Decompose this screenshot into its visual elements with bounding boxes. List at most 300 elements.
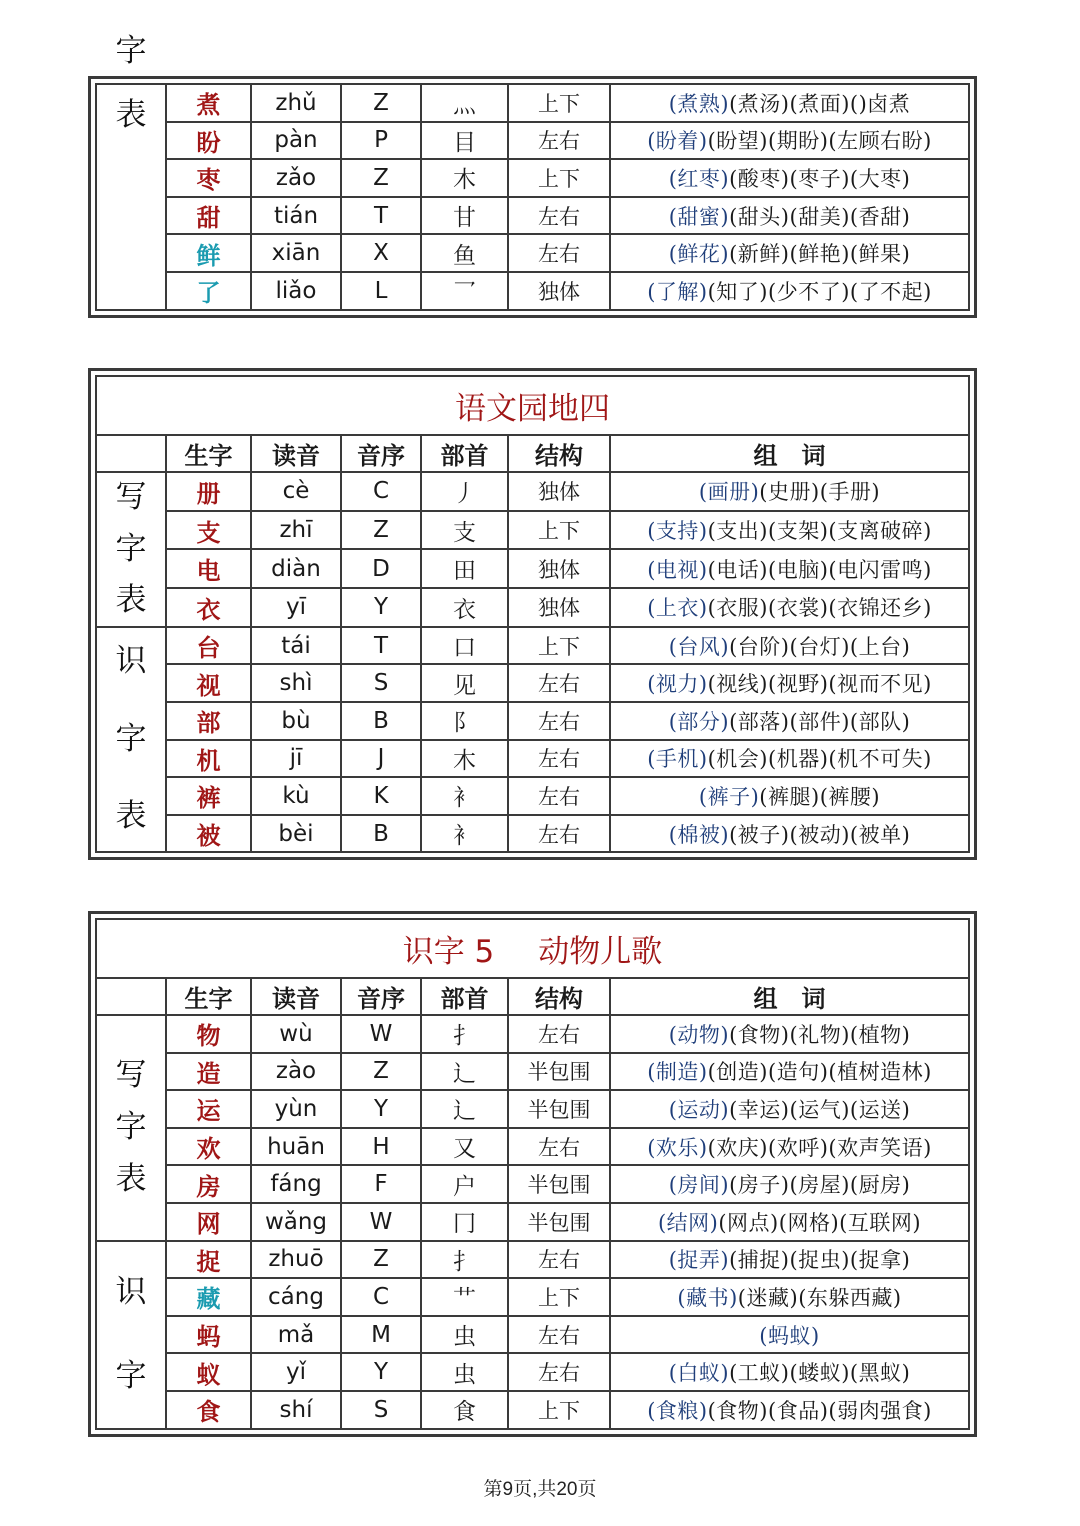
word: (制造) (647, 1060, 708, 1085)
structure-cell: 左右 (508, 1353, 610, 1391)
word: (弱肉强食) (828, 1398, 932, 1423)
word: ()卤煮 (849, 91, 911, 116)
words-cell (610, 511, 969, 550)
side-label-char: 识 (115, 643, 147, 680)
side-label-char: 表 (115, 1160, 147, 1197)
header-structure: 结构 (508, 435, 610, 472)
order-cell: T (341, 197, 421, 235)
pinyin-cell: zhǔ (251, 84, 341, 122)
radical-cell: 衤 (421, 777, 508, 815)
character-cell: 欢 (166, 1128, 251, 1166)
word: (藏书) (677, 1285, 738, 1310)
table-row (96, 702, 969, 740)
side-label (96, 1241, 166, 1429)
word: (知了) (707, 279, 768, 304)
words-cell (610, 1391, 969, 1429)
radical-cell: 食 (421, 1391, 508, 1429)
radical-cell: 灬 (421, 84, 508, 122)
table-section-3 (88, 911, 977, 1437)
pinyin-cell: cè (251, 472, 341, 511)
order-cell: X (341, 234, 421, 272)
word: (蚂蚁) (759, 1323, 820, 1348)
side-label-char: 字 (115, 720, 147, 757)
page-footer: 第9页,共20页 (483, 1479, 597, 1500)
order-cell: H (341, 1128, 421, 1166)
words-cell (610, 1278, 969, 1316)
words-cell (610, 1353, 969, 1391)
word: (电视) (647, 557, 708, 582)
pinyin-cell: zào (251, 1053, 341, 1091)
word: (了解) (647, 279, 708, 304)
word: (食物) (707, 1398, 768, 1423)
structure-cell: 上下 (508, 1278, 610, 1316)
word: (部落) (729, 709, 790, 734)
word: (运送) (849, 1097, 911, 1122)
radical-cell: 衣 (421, 588, 508, 627)
radical-cell: 甘 (421, 197, 508, 235)
order-cell: B (341, 702, 421, 740)
order-cell: Y (341, 1090, 421, 1128)
character-cell: 部 (166, 702, 251, 740)
word: (鲜果) (849, 242, 911, 267)
side-label-char: 字 (115, 1357, 147, 1394)
table-row (96, 549, 969, 588)
radical-cell: 鱼 (421, 234, 508, 272)
pinyin-cell: yǐ (251, 1353, 341, 1391)
pinyin-cell: fáng (251, 1165, 341, 1203)
order-cell: D (341, 549, 421, 588)
pinyin-cell: bù (251, 702, 341, 740)
words-cell (610, 1090, 969, 1128)
structure-cell: 左右 (508, 740, 610, 778)
character-cell: 枣 (166, 159, 251, 197)
header-row (96, 978, 969, 1015)
side-label (96, 627, 166, 853)
word: (动物) (668, 1022, 730, 1047)
table-row (96, 234, 969, 272)
word: (捉弄) (668, 1248, 730, 1273)
character-cell: 鲜 (166, 234, 251, 272)
word: (白蚁) (668, 1361, 730, 1386)
word: (房间) (668, 1173, 730, 1198)
words-cell (610, 84, 969, 122)
header-blank (96, 978, 166, 1015)
word: (甜蜜) (668, 204, 730, 229)
word: (视而不见) (828, 672, 932, 697)
side-label-char: 表 (115, 582, 147, 619)
pinyin-cell: zhī (251, 511, 341, 550)
header-radical: 部首 (421, 978, 508, 1015)
word: (支架) (768, 519, 829, 544)
order-cell: Z (341, 511, 421, 550)
structure-cell: 上下 (508, 511, 610, 550)
header-radical: 部首 (421, 435, 508, 472)
table-row (96, 815, 969, 853)
word: (捕捉) (729, 1248, 790, 1273)
word: (机会) (707, 747, 768, 772)
structure-cell: 左右 (508, 122, 610, 160)
order-cell: F (341, 1165, 421, 1203)
word: (上衣) (647, 596, 708, 621)
header-blank (96, 435, 166, 472)
order-cell: Z (341, 159, 421, 197)
words-cell (610, 1128, 969, 1166)
pinyin-cell: xiān (251, 234, 341, 272)
pinyin-cell: huān (251, 1128, 341, 1166)
side-label (96, 33, 166, 310)
word: (结网) (657, 1210, 719, 1235)
word: (机器) (768, 747, 829, 772)
word: (裤腰) (819, 784, 881, 809)
word: (盼着) (647, 129, 708, 154)
word: (黑蚁) (849, 1361, 911, 1386)
order-cell: S (341, 1391, 421, 1429)
table-row (96, 159, 969, 197)
words-cell (610, 1241, 969, 1279)
table-row (96, 197, 969, 235)
header-words: 组 词 (610, 978, 969, 1015)
side-label-char: 字 (115, 1108, 147, 1145)
structure-cell: 左右 (508, 234, 610, 272)
word: (欢呼) (768, 1135, 829, 1160)
structure-cell: 左右 (508, 1316, 610, 1354)
pinyin-cell: zǎo (251, 159, 341, 197)
word: (煮面) (789, 91, 850, 116)
radical-cell: 木 (421, 740, 508, 778)
character-cell: 蚁 (166, 1353, 251, 1391)
character-cell: 视 (166, 664, 251, 702)
word: (甜美) (789, 204, 850, 229)
word: (台灯) (789, 634, 850, 659)
structure-cell: 左右 (508, 1128, 610, 1166)
order-cell: Z (341, 84, 421, 122)
radical-cell: 目 (421, 122, 508, 160)
words-cell (610, 549, 969, 588)
word: (东躲西藏) (798, 1285, 902, 1310)
radical-cell: 又 (421, 1128, 508, 1166)
word: (幸运) (729, 1097, 790, 1122)
structure-cell: 左右 (508, 815, 610, 853)
radical-cell: 冂 (421, 1203, 508, 1241)
radical-cell: 虫 (421, 1316, 508, 1354)
structure-cell: 左右 (508, 664, 610, 702)
structure-cell: 半包围 (508, 1053, 610, 1091)
word: (捉虫) (789, 1248, 850, 1273)
side-label-char: 字 (115, 33, 147, 69)
table-row (96, 272, 969, 310)
structure-cell: 半包围 (508, 1165, 610, 1203)
order-cell: W (341, 1015, 421, 1053)
structure-cell: 独体 (508, 588, 610, 627)
character-cell: 被 (166, 815, 251, 853)
word: (欢声笑语) (828, 1135, 932, 1160)
side-label (96, 472, 166, 627)
word: (支出) (707, 519, 768, 544)
character-cell: 房 (166, 1165, 251, 1203)
words-cell (610, 1015, 969, 1053)
words-cell (610, 472, 969, 511)
header-structure: 结构 (508, 978, 610, 1015)
word: (了不起) (849, 279, 932, 304)
character-cell: 盼 (166, 122, 251, 160)
word: (视野) (768, 672, 829, 697)
side-label-char: 写 (115, 479, 147, 515)
word: (手机) (647, 747, 708, 772)
radical-cell: 见 (421, 664, 508, 702)
structure-cell: 左右 (508, 702, 610, 740)
section-title (96, 919, 969, 978)
character-cell: 煮 (166, 84, 251, 122)
radical-cell: 支 (421, 511, 508, 550)
table-section-2 (88, 368, 977, 860)
word: (左顾右盼) (828, 129, 932, 154)
word: (上台) (849, 634, 911, 659)
word: (少不了) (768, 279, 850, 304)
order-cell: L (341, 272, 421, 310)
pinyin-cell: bèi (251, 815, 341, 853)
character-cell: 蚂 (166, 1316, 251, 1354)
pinyin-cell: tián (251, 197, 341, 235)
side-label-char: 表 (115, 798, 147, 835)
word: (电脑) (768, 557, 829, 582)
character-cell: 藏 (166, 1278, 251, 1316)
character-cell: 造 (166, 1053, 251, 1091)
word: (衣锦还乡) (828, 596, 932, 621)
word: (枣子) (789, 166, 850, 191)
radical-cell: 户 (421, 1165, 508, 1203)
header-char: 生字 (166, 435, 251, 472)
table-row (96, 472, 969, 511)
words-cell (610, 702, 969, 740)
table-section-1 (88, 33, 977, 318)
word: (煮熟) (668, 91, 730, 116)
words-cell (610, 1203, 969, 1241)
order-cell: Y (341, 588, 421, 627)
radical-cell: 口 (421, 627, 508, 665)
table-row (96, 1128, 969, 1166)
radical-cell: 辶 (421, 1053, 508, 1091)
pinyin-cell: wǎng (251, 1203, 341, 1241)
side-label-char: 写 (115, 1057, 147, 1094)
structure-cell: 独体 (508, 549, 610, 588)
table-row (96, 740, 969, 778)
pinyin-cell: yī (251, 588, 341, 627)
order-cell: S (341, 664, 421, 702)
word: (画册) (698, 480, 760, 505)
structure-cell: 上下 (508, 84, 610, 122)
word: (大枣) (849, 166, 911, 191)
order-cell: W (341, 1203, 421, 1241)
table-row (96, 122, 969, 160)
pinyin-cell: shí (251, 1391, 341, 1429)
word: (部队) (849, 709, 911, 734)
table-row (96, 1353, 969, 1391)
character-cell: 物 (166, 1015, 251, 1053)
words-cell (610, 197, 969, 235)
words-cell (610, 122, 969, 160)
radical-cell: 衤 (421, 815, 508, 853)
pinyin-cell: yùn (251, 1090, 341, 1128)
word: (香甜) (849, 204, 911, 229)
structure-cell: 半包围 (508, 1090, 610, 1128)
character-cell: 裤 (166, 777, 251, 815)
word: (植树造林) (828, 1060, 932, 1085)
word: (被动) (789, 822, 850, 847)
pinyin-cell: tái (251, 627, 341, 665)
word: (礼物) (789, 1022, 850, 1047)
pinyin-cell: zhuō (251, 1241, 341, 1279)
structure-cell: 上下 (508, 627, 610, 665)
word: (被单) (849, 822, 911, 847)
words-cell (610, 588, 969, 627)
radical-cell: 乛 (421, 272, 508, 310)
order-cell: Y (341, 1353, 421, 1391)
pinyin-cell: wù (251, 1015, 341, 1053)
words-cell (610, 777, 969, 815)
word: (房子) (729, 1173, 790, 1198)
word: (新鲜) (729, 242, 790, 267)
radical-cell: 辶 (421, 1090, 508, 1128)
word: (手册) (819, 480, 881, 505)
side-label-char: 识 (115, 1273, 147, 1310)
word: (厨房) (849, 1173, 911, 1198)
word: (工蚁) (729, 1361, 790, 1386)
pinyin-cell: cáng (251, 1278, 341, 1316)
order-cell: P (341, 122, 421, 160)
order-cell: J (341, 740, 421, 778)
table-row (96, 1278, 969, 1316)
word: (台阶) (729, 634, 790, 659)
word: (鲜艳) (789, 242, 850, 267)
order-cell: B (341, 815, 421, 853)
character-cell: 网 (166, 1203, 251, 1241)
character-cell: 捉 (166, 1241, 251, 1279)
structure-cell: 半包围 (508, 1203, 610, 1241)
table-row (96, 1203, 969, 1241)
character-cell: 食 (166, 1391, 251, 1429)
table-row (96, 1090, 969, 1128)
word: (房屋) (789, 1173, 850, 1198)
table-row (96, 1316, 969, 1354)
character-cell: 台 (166, 627, 251, 665)
word: (支离破碎) (828, 519, 932, 544)
header-order: 音序 (341, 435, 421, 472)
word: (电闪雷鸣) (828, 557, 932, 582)
word: (创造) (707, 1060, 768, 1085)
word: (棉被) (668, 822, 730, 847)
table-row (96, 1015, 969, 1053)
character-cell: 甜 (166, 197, 251, 235)
word: (植物) (849, 1022, 911, 1047)
character-cell: 册 (166, 472, 251, 511)
table-row (96, 1165, 969, 1203)
table-row (96, 84, 969, 122)
word: (视线) (707, 672, 768, 697)
word: (被子) (729, 822, 790, 847)
radical-cell: 扌 (421, 1015, 508, 1053)
table-row (96, 511, 969, 550)
word: (期盼) (768, 129, 829, 154)
order-cell: Z (341, 1053, 421, 1091)
word: (酸枣) (729, 166, 790, 191)
word: (电话) (707, 557, 768, 582)
word: (衣服) (707, 596, 768, 621)
word: (互联网) (839, 1210, 922, 1235)
radical-cell: 虫 (421, 1353, 508, 1391)
word: (运气) (789, 1097, 850, 1122)
structure-cell: 上下 (508, 1391, 610, 1429)
side-label (96, 1015, 166, 1241)
radical-cell: 扌 (421, 1241, 508, 1279)
word: (盼望) (707, 129, 768, 154)
word: (裤腿) (759, 784, 820, 809)
word: (食品) (768, 1398, 829, 1423)
word: (食物) (729, 1022, 790, 1047)
structure-cell: 左右 (508, 1241, 610, 1279)
structure-cell: 左右 (508, 777, 610, 815)
words-cell (610, 234, 969, 272)
order-cell: M (341, 1316, 421, 1354)
character-cell: 电 (166, 549, 251, 588)
word: (欢乐) (647, 1135, 708, 1160)
table-row (96, 588, 969, 627)
word: (造句) (768, 1060, 829, 1085)
radical-cell: 阝 (421, 702, 508, 740)
word: (运动) (668, 1097, 730, 1122)
character-cell: 运 (166, 1090, 251, 1128)
character-cell: 机 (166, 740, 251, 778)
pinyin-cell: kù (251, 777, 341, 815)
order-cell: Z (341, 1241, 421, 1279)
title-text: 动物儿歌 (538, 934, 663, 970)
structure-cell: 上下 (508, 159, 610, 197)
words-cell (610, 815, 969, 853)
word: (迷藏) (737, 1285, 799, 1310)
words-cell (610, 664, 969, 702)
structure-cell: 左右 (508, 197, 610, 235)
section-title (96, 376, 969, 435)
character-cell: 支 (166, 511, 251, 550)
word: (机不可失) (828, 747, 932, 772)
pinyin-cell: liǎo (251, 272, 341, 310)
radical-cell: 艹 (421, 1278, 508, 1316)
radical-cell: 田 (421, 549, 508, 588)
header-char: 生字 (166, 978, 251, 1015)
character-cell: 了 (166, 272, 251, 310)
words-cell (610, 159, 969, 197)
order-cell: C (341, 472, 421, 511)
header-pinyin: 读音 (251, 978, 341, 1015)
table-row (96, 1241, 969, 1279)
header-words: 组 词 (610, 435, 969, 472)
pinyin-cell: pàn (251, 122, 341, 160)
radical-cell: 丿 (421, 472, 508, 511)
words-cell (610, 740, 969, 778)
radical-cell: 木 (421, 159, 508, 197)
table-row (96, 664, 969, 702)
pinyin-cell: jī (251, 740, 341, 778)
words-cell (610, 1053, 969, 1091)
table-row (96, 777, 969, 815)
word: (裤子) (698, 784, 760, 809)
pinyin-cell: shì (251, 664, 341, 702)
word: (红枣) (668, 166, 730, 191)
word: (网格) (778, 1210, 840, 1235)
word: (部分) (668, 709, 730, 734)
word: (部件) (789, 709, 850, 734)
structure-cell: 左右 (508, 1015, 610, 1053)
word: (台风) (668, 634, 730, 659)
